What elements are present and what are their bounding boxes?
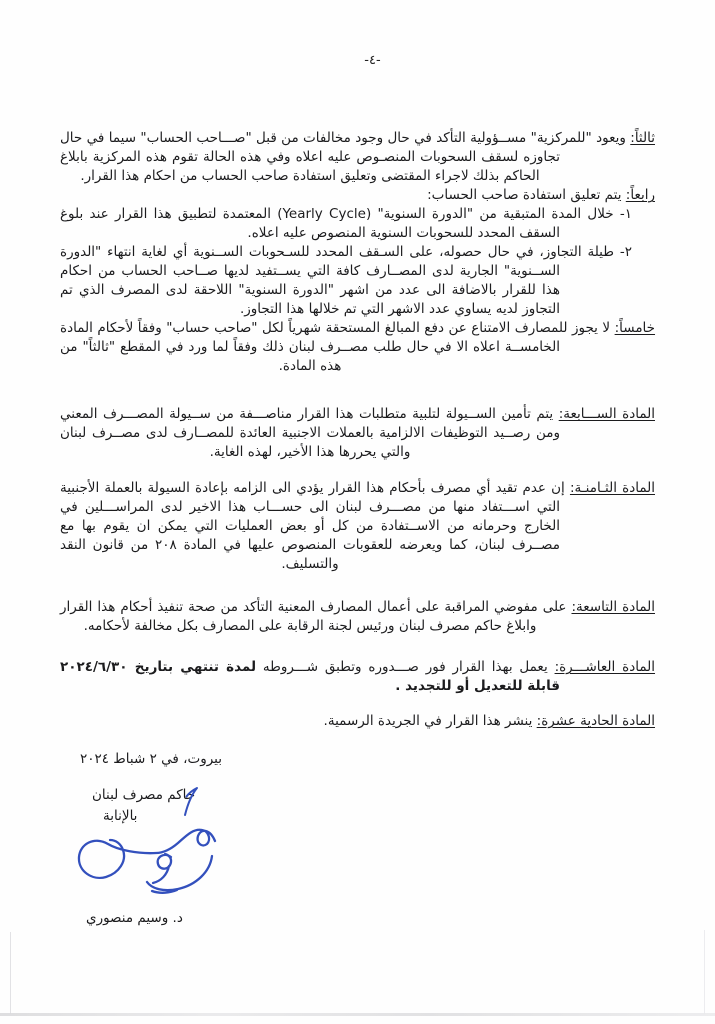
article-eight-text: إن عدم تقيد أي مصرف بأحكام هذا القرار يؤدي الى الزامه بإعادة السيولة بالعملة الأجنبية التي اســـتفاد منها من مصـــرف لبنان الى حســـاب هذا الاخير لدى المراســـلين في الخارج وحرمانه من الاســتفادة من كل أو بعض العمليات التي يمكن ان يقوم بها مع مصــرف لبنان، كما ويعرضه للعقوبات المنصوص عليها في المادة ٢٠٨ من قانون النقد والتسليف.: [60, 480, 565, 572]
clause-third-label: ثالثاً:: [630, 130, 655, 146]
clause-fourth-intro-text: يتم تعليق استفادة صاحب الحساب:: [427, 187, 622, 203]
clause-fourth-intro: [60, 186, 655, 205]
scan-edge-bottom: [0, 1013, 715, 1016]
article-eleven-label: المادة الحادية عشرة:: [536, 713, 655, 729]
clause-fourth-item-1: ١- خلال المدة المتبقية من "الدورة السنوية" (Yearly Cycle) المعتمدة لتطبيق هذا القرار عند بلوغ السقف المحدد للسحوبات السنوية المنصوص عليه اعلاه.: [60, 206, 632, 241]
article-seven-text: يتم تأمين الســيولة لتلبية متطلبات هذا القرار مناصـــفة من ســيولة المصـــرف المعني ومن رصــيد التوظيفات الالزامية بالعملات الاجنبية العائدة للمصــارف لدى مصــرف لبنان والتي يحررها هذا الأخير، لهذه الغاية.: [60, 406, 560, 460]
scan-edge-right: [704, 930, 705, 1014]
article-nine: [60, 598, 655, 636]
clause-third: [60, 129, 655, 186]
article-ten: [60, 658, 655, 696]
article-eleven-text: ينشر هذا القرار في الجريدة الرسمية.: [323, 713, 533, 729]
signature-loop-stroke: [79, 830, 215, 878]
article-eight-label: المادة الثـامنـة:: [569, 480, 655, 496]
clause-fifth-label: خامساً:: [614, 320, 656, 336]
clause-third-text: ويعود "للمركزية" مســؤولية التأكد في حال وجود مخالفات من قبل "صـــاحب الحساب" سيما في حال تجاوزه لسقف السحوبات المنصـوص عليه اعلاه وفي هذه الحالة تقوم هذه المركزية بابلاغ الحاكم بذلك لاجراء المقتضى وتعليق استفادة صاحب الحساب من احكام هذا القرار.: [60, 130, 626, 184]
article-eight: [60, 479, 655, 574]
dateline: بيروت، في ٢ شباط ٢٠٢٤: [80, 751, 223, 767]
signature-waw-stroke: [153, 854, 171, 883]
article-nine-text: على مفوضي المراقبة على أعمال المصارف المعنية التأكد من صحة تنفيذ أحكام هذا القرار وابلاغ حاكم مصرف لبنان ورئيس لجنة الرقابة على المصارف بكل مخالفة لأحكامه.: [60, 599, 567, 634]
article-nine-label: المادة التاسعة:: [571, 599, 655, 615]
signature-mark-icon: [185, 788, 197, 815]
page-number: -٤-: [364, 53, 381, 68]
clause-fifth: [60, 319, 655, 376]
signature-ink: [68, 782, 220, 904]
document-body: [60, 129, 655, 731]
signatory-title: حاكم مصرف لبنان: [92, 787, 196, 803]
article-seven-label: المادة الســـابعة:: [558, 406, 655, 422]
scan-edge-left: [10, 932, 11, 1014]
clause-fourth-item-2: ٢- طيلة التجاوز، في حال حصوله، على السـقف المحدد للسـحوبات الســنوية أي لغاية انتهاء "الدورة الســنوية" الجارية لدى المصــارف كافة التي يســتفيد لديها صــاحب الحساب من احكام هذا للقرار بالاضافة الى عدد من اشهر "الدورة السنوية" اللاحقة لدى المصرف الذي تم التجاوز لديه يساوي عدد الاشهر التي تم خلالها هذا التجاوز.: [60, 244, 632, 317]
clause-fifth-text: لا يجوز للمصارف الامتناع عن دفع المبالغ المستحقة شهرياً لكل "صاحب حساب" وفقاً لأحكام المادة الخامســة اعلاه الا في حال طلب مصــرف لبنان ذلك وفقاً لما ورد في المقطع "ثالثاً" من هذه المادة.: [60, 320, 611, 374]
article-seven: [60, 405, 655, 462]
signatory-name: د. وسيم منصوري: [86, 910, 183, 926]
article-eleven: [60, 712, 655, 731]
clause-fourth-label: رابعاً:: [625, 187, 655, 203]
article-ten-bold-text: لمدة تنتهي بتاريخ ٢٠٢٤/٦/٣٠ قابلة للتعديل أو للتجديد .: [60, 659, 560, 694]
signatory-capacity: بالإنابة: [103, 808, 138, 824]
article-ten-text: يعمل بهذا القرار فور صـــدوره وتطبق شـــروطه: [262, 659, 548, 675]
article-ten-label: المادة العاشـــرة:: [554, 659, 656, 675]
